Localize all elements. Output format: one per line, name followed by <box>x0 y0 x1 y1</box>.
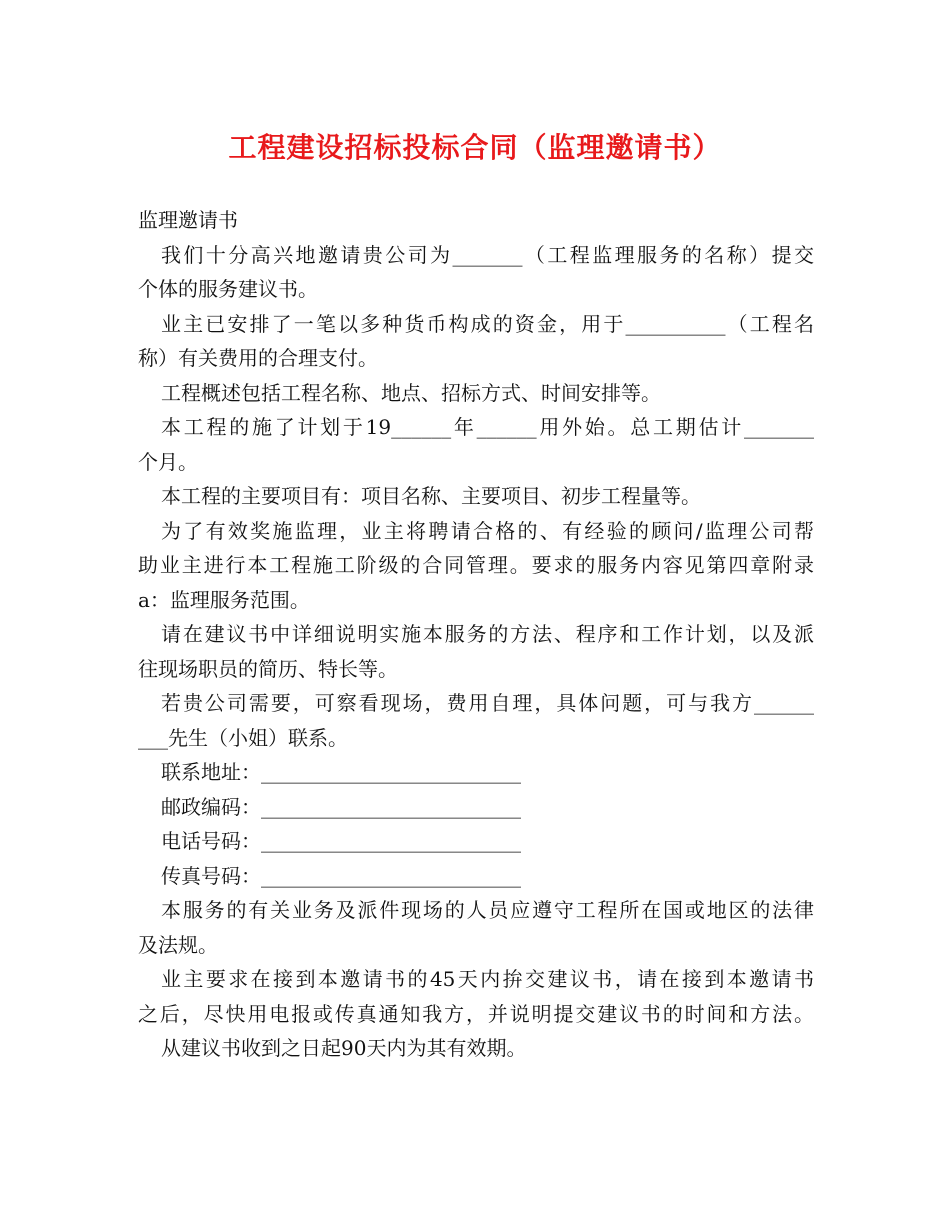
paragraph-line: 从建议书收到之日起90天内为其有效期。 <box>161 1036 527 1060</box>
document-title: 工程建设招标投标合同（监理邀请书） <box>228 131 722 164</box>
phone-number-line: 电话号码：__________________________ <box>161 829 521 853</box>
paragraph-line: 工程概述包括工程名称、地点、招标方式、时间安排等。 <box>161 380 661 405</box>
section-heading: 监理邀请书 <box>138 208 238 232</box>
paragraph-line: 称）有关费用的合理支付。 <box>138 346 378 370</box>
paragraph-line: 往现场职员的简历、特长等。 <box>138 656 398 681</box>
paragraph-line: 及法规。 <box>138 932 218 957</box>
paragraph-line: 本工程的主要项目有：项目名称、主要项目、初步工程量等。 <box>161 484 701 508</box>
paragraph-line: 个月。 <box>138 449 198 474</box>
paragraph-line: 我们十分高兴地邀请贵公司为_______（工程监理服务的名称）提交 <box>161 242 814 267</box>
paragraph-line: 本工程的施了计划于19______年______用外始。总工期估计_______ <box>161 415 814 439</box>
postal-code-line: 邮政编码：__________________________ <box>161 794 521 819</box>
paragraph-line: 个体的服务建议书。 <box>138 277 318 301</box>
contact-address-line: 联系地址：__________________________ <box>161 760 521 784</box>
paragraph-line: 助业主进行本工程施工阶级的合同管理。要求的服务内容见第四章附录 <box>138 553 814 577</box>
paragraph-line: 请在建议书中详细说明实施本服务的方法、程序和工作计划，以及派 <box>161 622 814 646</box>
paragraph-line: 业主要求在接到本邀请书的45天内拚交建议书，请在接到本邀请书 <box>161 967 814 991</box>
paragraph-line: ___先生（小姐）联系。 <box>138 725 348 750</box>
paragraph-line: 若贵公司需要，可察看现场，费用自理，具体问题，可与我方______ <box>161 691 814 715</box>
paragraph-line: 本服务的有关业务及派件现场的人员应遵守工程所在国或地区的法律 <box>161 898 814 922</box>
paragraph-line: 业主已安排了一笔以多种货币构成的资金，用于__________（工程名 <box>161 311 814 336</box>
paragraph-line: a：监理服务范围。 <box>138 587 310 612</box>
paragraph-line: 之后，尽快用电报或传真通知我方，并说明提交建议书的时间和方法。 <box>138 1001 814 1026</box>
paragraph-line: 为了有效奖施监理，业主将聘请合格的、有经验的顾问/监理公司帮 <box>161 518 814 543</box>
fax-number-line: 传真号码：__________________________ <box>161 863 521 888</box>
document-body <box>138 203 814 1066</box>
